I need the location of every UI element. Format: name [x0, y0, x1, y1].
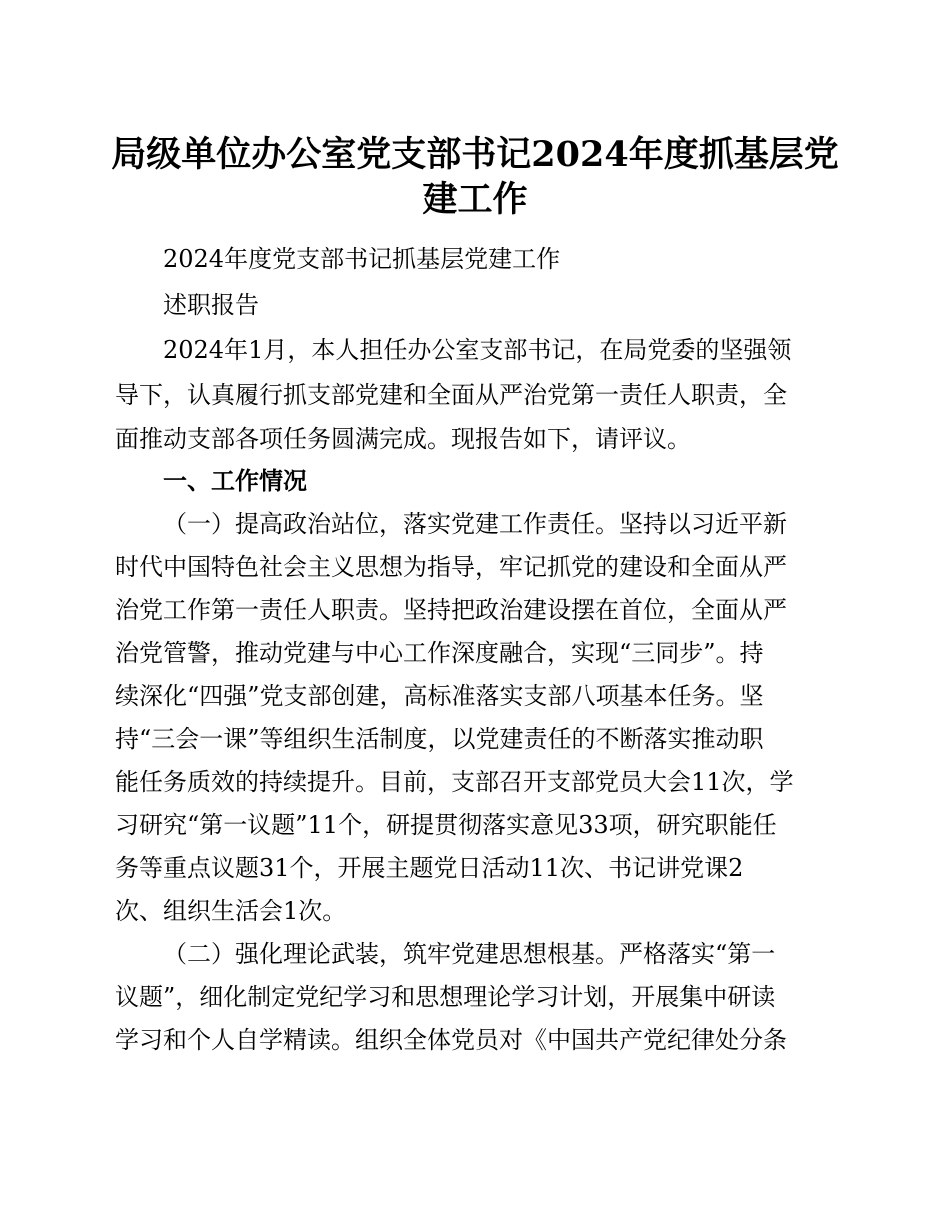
paragraph-line: （一）提高政治站位，落实党建工作责任。坚持以习近平新 [163, 510, 787, 538]
paragraph-line: 续深化“四强”党支部创建，高标准落实支部八项基本任务。坚 [115, 682, 764, 710]
document-title-line-2: 建工作 [422, 179, 528, 220]
section-heading: 一、工作情况 [163, 467, 307, 495]
subtitle-line: 2024年度党支部书记抓基层党建工作 [163, 245, 561, 273]
paragraph-line: 时代中国特色社会主义思想为指导，牢记抓党的建设和全面从严 [115, 553, 787, 581]
paragraph-line: 持“三会一课”等组织生活制度，以党建责任的不断落实推动职 [115, 725, 764, 753]
paragraph-line: 治党管警，推动党建与中心工作深度融合，实现“三同步”。持 [115, 639, 764, 667]
paragraph-line: 能任务质效的持续提升。目前，支部召开支部党员大会11次，学 [115, 768, 794, 796]
document-title-line-1: 局级单位办公室党支部书记2024年度抓基层党 [111, 134, 839, 175]
paragraph-line: 议题”，细化制定党纪学习和思想理论学习计划，开展集中研读 [115, 983, 776, 1011]
paragraph-line: （二）强化理论武装，筑牢党建思想根基。严格落实“第一 [163, 940, 776, 968]
paragraph-line: 务等重点议题31个，开展主题党日活动11次、书记讲党课2 [115, 854, 744, 882]
paragraph-line: 导下，认真履行抓支部党建和全面从严治党第一责任人职责，全 [115, 381, 787, 409]
subtitle-line: 述职报告 [163, 291, 259, 319]
paragraph-line: 2024年1月，本人担任办公室支部书记，在局党委的坚强领 [163, 336, 792, 364]
paragraph-line: 学习和个人自学精读。组织全体党员对《中国共产党纪律处分条 [115, 1026, 787, 1054]
paragraph-line: 次、组织生活会1次。 [115, 897, 347, 925]
paragraph-line: 面推动支部各项任务圆满完成。现报告如下，请评议。 [115, 425, 691, 453]
paragraph-line: 习研究“第一议题”11个，研提贯彻落实意见33项，研究职能任 [115, 811, 777, 839]
paragraph-line: 治党工作第一责任人职责。坚持把政治建设摆在首位，全面从严 [115, 596, 787, 624]
